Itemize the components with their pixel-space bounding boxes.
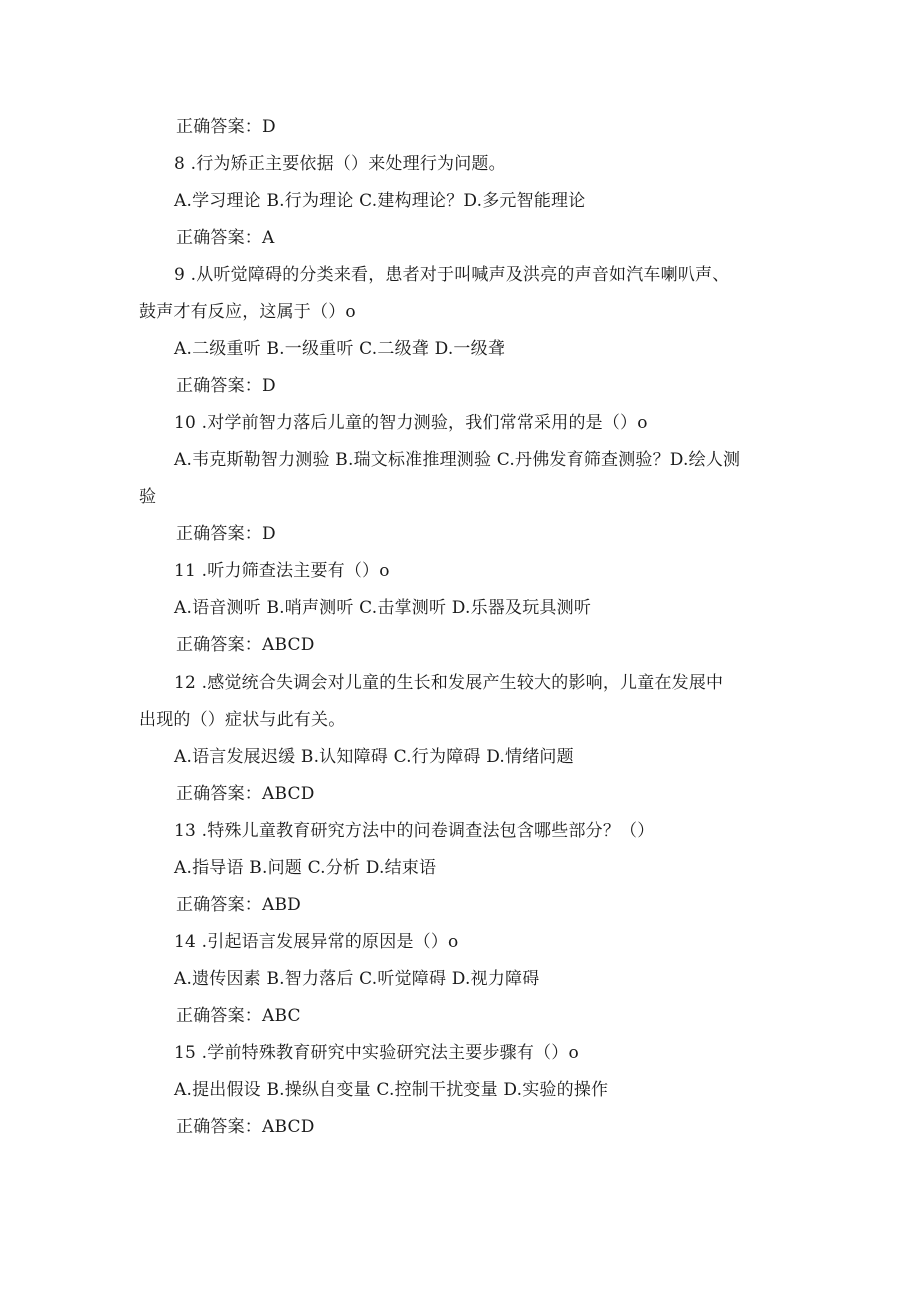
options-line: A.韦克斯勒智力测验 B.瑞文标准推理测验 C.丹佛发育筛查测验？D.绘人测: [174, 450, 741, 470]
continuation-line: 验: [139, 487, 157, 507]
question-line: 8 .行为矫正主要依据（）来处理行为问题。: [174, 154, 506, 174]
options-line: A.提出假设 B.操纵自变量 C.控制干扰变量 D.实验的操作: [174, 1080, 609, 1100]
options-line: A.语音测听 B.哨声测听 C.击掌测听 D.乐器及玩具测听: [174, 598, 592, 618]
answer-line: 正确答案：D: [176, 117, 276, 137]
continuation-line: 鼓声才有反应，这属于（）o: [139, 302, 356, 322]
options-line: A.学习理论 B.行为理论 C.建构理论？D.多元智能理论: [174, 191, 586, 211]
options-line: A.遗传因素 B.智力落后 C.听觉障碍 D.视力障碍: [174, 969, 540, 989]
options-line: A.指导语 B.问题 C.分析 D.结束语: [174, 858, 437, 878]
answer-line: 正确答案：D: [176, 376, 276, 396]
options-line: A.语言发展迟缓 B.认知障碍 C.行为障碍 D.情绪问题: [174, 747, 574, 767]
continuation-line: 出现的（）症状与此有关。: [139, 710, 346, 730]
options-line: A.二级重听 B.一级重听 C.二级聋 D.一级聋: [174, 339, 506, 359]
answer-line: 正确答案：ABD: [176, 895, 301, 915]
answer-line: 正确答案：A: [176, 228, 275, 248]
question-line: 13 .特殊儿童教育研究方法中的问卷调查法包含哪些部分？（）: [174, 821, 655, 841]
question-line: 14 .引起语言发展异常的原因是（）o: [174, 932, 459, 952]
question-line: 10 .对学前智力落后儿童的智力测验，我们常常采用的是（）o: [174, 413, 648, 433]
question-line: 15 .学前特殊教育研究中实验研究法主要步骤有（）o: [174, 1043, 579, 1063]
question-line: 11 .听力筛查法主要有（）o: [174, 561, 390, 581]
question-line: 12 .感觉统合失调会对儿童的生长和发展产生较大的影响，儿童在发展中: [174, 673, 724, 693]
answer-line: 正确答案：ABCD: [176, 784, 315, 804]
answer-line: 正确答案：ABCD: [176, 1117, 315, 1137]
answer-line: 正确答案：ABCD: [176, 635, 315, 655]
answer-line: 正确答案：D: [176, 524, 276, 544]
question-line: 9 .从听觉障碍的分类来看，患者对于叫喊声及洪亮的声音如汽车喇叭声、: [174, 265, 730, 285]
answer-line: 正确答案：ABC: [176, 1006, 301, 1026]
